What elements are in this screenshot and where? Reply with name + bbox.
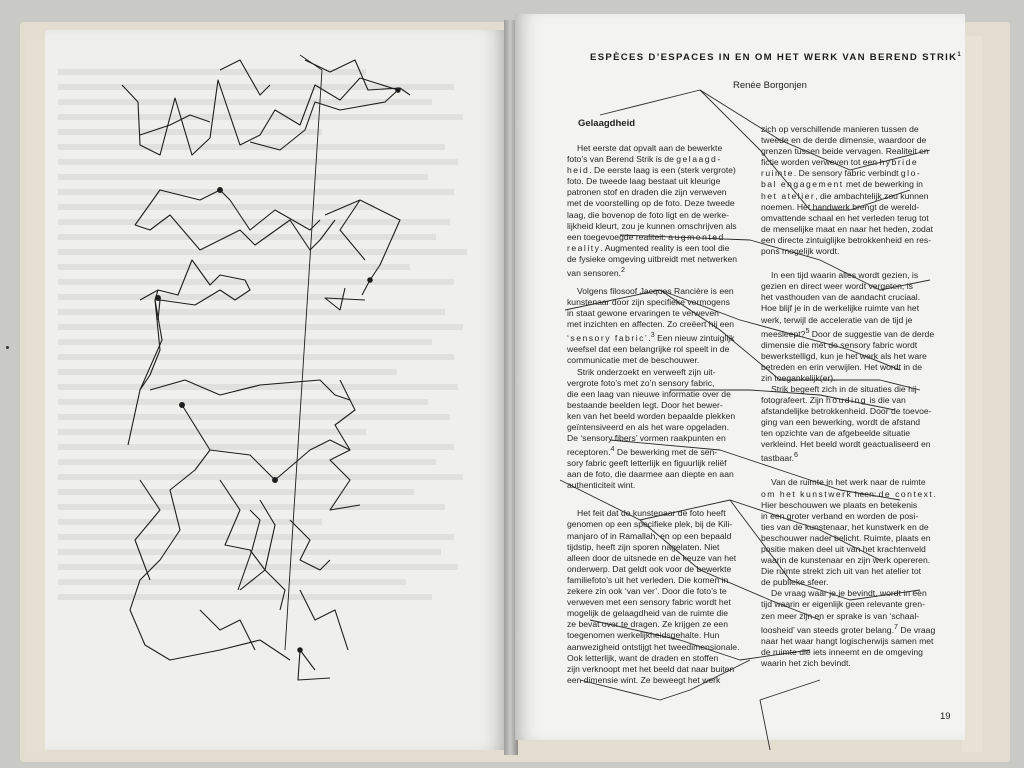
text-line: pons mogelijk wordt.: [761, 246, 840, 257]
running-head: [590, 52, 963, 64]
text-line: sory fabric geeft letterlijk en figuurlijk reliëf: [567, 458, 727, 469]
emphasis-word: glo-: [900, 168, 922, 179]
text-line: .: [933, 488, 936, 499]
text-line: bewerkstelligd, kun je het werk als het ware: [761, 350, 927, 361]
text-line: kunstenaar door zijn specifieke vermogens: [567, 297, 730, 308]
text-line: receptoren.: [567, 447, 611, 458]
running-head-title: IN EN OM HET WERK VAN BEREND STRIK: [714, 52, 958, 64]
paragraph: [567, 286, 755, 367]
text-line: ties van de kunstenaar, het kunstwerk en de: [761, 521, 929, 532]
text-line: .: [648, 333, 651, 344]
text-line: Hoe blijf je in de werkelijke ruimte van het: [761, 303, 920, 314]
text-line: ken van het beeld worden bepaalde plekken: [567, 410, 736, 421]
text-line: communicatie met de beschouwer.: [567, 355, 700, 366]
text-line: met de voorstelling op de foto. Deze tweede: [567, 198, 735, 209]
text-line: Die ruimte strekt zich uit van het atelier tot: [761, 566, 922, 577]
text-line: is die van: [867, 395, 906, 406]
text-line: familiefoto’s uit het verleden. Die komen in: [567, 574, 729, 585]
emphasis-word: heid: [567, 165, 590, 176]
paragraph: [567, 508, 755, 686]
footnote-ref: 3: [650, 331, 655, 340]
text-line: bestaande beelden legt. Door het bewer-: [567, 399, 723, 410]
text-line: loosheid’ van steeds groter belang.: [761, 624, 894, 635]
running-head-prefix: ESPÈCES D’ESPACES: [590, 52, 715, 64]
emphasis-word: augmented: [668, 231, 725, 242]
text-line: alleen door de uitsnede en de keuze van het: [567, 552, 737, 563]
text-line: Van de ruimte in het werk naar de ruimte: [771, 477, 926, 488]
text-line: dimensie die met de sensory fabric wordt: [761, 339, 918, 350]
text-line: Strik onderzoekt en verweeft zijn uit-: [577, 366, 716, 377]
footnote-ref: 1: [957, 52, 963, 58]
text-line: een directe zintuiglijke betrokkenheid en res-: [761, 234, 932, 245]
text-line: Volgens filosoof Jacques Rancière is een: [577, 285, 734, 296]
text-line: waarin de kunstenaar en zijn werk opereren.: [761, 555, 931, 566]
author-name: Renée Borgonjen: [733, 80, 807, 91]
emphasis-word: de context: [878, 488, 934, 499]
text-line: het vasthouden van de aandacht cruciaal.: [761, 292, 921, 303]
text-line: noemen. Het handwerk brengt de wereld-: [761, 201, 920, 212]
text-line: Door de suggestie van de derde: [809, 328, 935, 339]
text-line: zin toegankelijk(er).: [761, 372, 836, 383]
text-line: zijn verknoopt met het beeld dat naar buiten: [567, 663, 735, 674]
text-line: toegenomen werkelijkheidsgehalte. Hun: [567, 630, 720, 641]
text-line: tijd waarin er eigenlijk geen relevante gren-: [761, 599, 925, 610]
text-line: . Augmented reality is een tool die: [600, 242, 730, 253]
text-line: Ook letterlijk, want de draden en stoffen: [567, 652, 719, 663]
text-line: mogelijk de gelaagdheid van de ruimte die: [567, 608, 728, 619]
text-line: fictie worden verweven tot een: [761, 157, 880, 168]
right-page-edges: [962, 36, 982, 752]
text-line: ten opzichte van de afgebeelde situatie: [761, 428, 911, 439]
text-line: de ruimte die iets inneemt en de omgeving: [761, 646, 923, 657]
page-number: 19: [940, 711, 951, 722]
text-line: De vraag: [897, 624, 936, 635]
text-line: grenzen tussen beide vervagen. Realiteit en: [761, 146, 929, 157]
text-line: Het eerste dat opvalt aan de bewerkte: [577, 143, 723, 153]
paragraph: [567, 367, 755, 492]
paragraph: [761, 124, 951, 257]
text-line: waarin het zich bevindt.: [761, 657, 851, 668]
text-line: geïntensiveerd en als het ware opgeladen.: [567, 421, 729, 432]
text-line: positie maken deel uit van het krachtenveld: [761, 544, 926, 554]
text-line: foto. De tweede laag bestaat uit kleurige: [567, 176, 721, 187]
text-line: De bewerking met de sen-: [614, 447, 718, 458]
text-line: verweven met een sensory fabric wordt het: [567, 597, 731, 608]
text-line: weefsel dat een belangrijke rol speelt in de: [567, 344, 730, 355]
text-line: ging van een bewerking, wordt de afstand: [761, 417, 921, 428]
text-line: ze bevat over te dragen. Ze krijgen ze een: [567, 619, 728, 630]
text-line: De ‘sensory fibers’ vormen raakpunten en: [567, 433, 726, 444]
text-line: aanwezigheid ontstijgt het tweedimensionale.: [567, 641, 740, 652]
paragraph: [761, 477, 951, 588]
text-line: in een groter verband en worden de posi-: [761, 510, 919, 521]
text-line: authenticiteit wint.: [567, 480, 636, 491]
text-line: foto’s van Berend Strik is de: [567, 154, 677, 165]
text-line: Hier beschouwen we plaats en betekenis: [761, 499, 918, 510]
text-line: tweede en de derde dimensie, waardoor de: [761, 135, 927, 146]
text-line: zen meer zijn en er sprake is van ‘schaal-: [761, 610, 920, 621]
text-line: de publieke sfeer.: [761, 577, 829, 588]
footnote-ref: 4: [610, 445, 615, 454]
emphasis-word: ruimte: [761, 168, 794, 179]
text-line: in staat gewone ervaringen te verweven: [567, 308, 719, 319]
emphasis-word: reality: [567, 242, 601, 253]
text-line: , die ambachtelijk zou kunnen: [815, 190, 929, 201]
emphasis-word: hybride: [879, 157, 919, 168]
text-line: een toegevoegde realiteit:: [567, 231, 669, 242]
paragraph: [761, 384, 951, 465]
text-line: naar het waar hangt logischerwijs samen met: [761, 635, 934, 646]
emphasis-word: bal engagement: [761, 179, 844, 190]
text-line: een dimensie wint. Ze beweegt het werk: [567, 674, 721, 685]
footnote-ref: 2: [620, 266, 625, 275]
text-line: Het feit dat de kunstenaar de foto heeft: [577, 508, 726, 519]
paragraph: [761, 588, 951, 669]
section-heading: Gelaagdheid: [578, 118, 636, 129]
text-line: Strik begeeft zich in de situaties die hij: [771, 383, 917, 394]
text-line: omvattende schaal en het verleden terug tot: [761, 212, 929, 223]
footnote-ref: 6: [793, 451, 798, 460]
paragraph: [761, 270, 951, 384]
text-line: aan de foto, die daarmee aan diepte en aan: [567, 469, 734, 480]
text-line: zich op verschillende manieren tussen de: [761, 124, 919, 134]
text-line: In een tijd waarin alles wordt gezien, is: [771, 270, 919, 281]
text-line: meesleept?: [761, 328, 806, 339]
text-column-right: [761, 124, 951, 669]
text-line: fotografeert. Zijn: [761, 395, 826, 406]
emphasis-word: ‘sensory fabric’: [567, 333, 649, 344]
text-line: van sensoren.: [567, 267, 621, 278]
text-line: heen:: [852, 488, 879, 499]
text-line: patronen stof en draden die zijn verweven: [567, 187, 727, 198]
text-line: manjaro of in Ramallah, en op een bepaald: [567, 530, 732, 541]
text-line: gezien en direct weer wordt vergeten, is: [761, 281, 913, 292]
text-line: lijkheid kleurt, zou je kunnen omschrijven als: [567, 220, 737, 231]
text-line: . De sensory fabric verbindt: [793, 168, 901, 179]
text-line: vergrote foto’s met zo’n sensory fabric,: [567, 377, 715, 388]
footnote-ref: 5: [805, 326, 810, 335]
table-mark: [6, 346, 9, 349]
text-line: genomen op een specifieke plek, bij de Kili-: [567, 519, 733, 530]
text-line: de menselijke maat en naar het heden, zodat: [761, 223, 933, 234]
text-line: Een nieuw zintuiglijk: [654, 333, 735, 344]
emphasis-word: gelaagd-: [676, 154, 722, 165]
emphasis-word: het atelier: [761, 190, 816, 201]
paragraph: [567, 143, 755, 279]
footnote-ref: 7: [893, 622, 898, 631]
text-line: met de bewerking in: [843, 179, 923, 190]
text-line: zekere zin ook ‘van ver’. Door die foto’s te: [567, 586, 727, 597]
text-line: beschouwer nader belicht. Ruimte, plaats en: [761, 532, 931, 543]
emphasis-word: om het kunstwerk: [761, 488, 853, 499]
text-line: tijdstip, heeft zijn sporen nagelaten. Niet: [567, 541, 720, 552]
text-line: laag, die bovenop de foto ligt en de werke-: [567, 209, 729, 220]
text-line: met inzichten en affecten. Zo creëert hij een: [567, 319, 735, 330]
text-line: . De eerste laag is een (sterk vergrote): [589, 165, 736, 176]
text-column-left: [567, 143, 755, 686]
text-line: die een laag van nieuwe informatie over de: [567, 388, 731, 399]
text-line: betreden en erin verwijlen. Het wordt in de: [761, 361, 922, 372]
thread-drawing: [100, 50, 490, 690]
text-line: De vraag waar je je bevindt, wordt in een: [771, 588, 927, 599]
text-line: de fysieke omgeving uitbreidt met netwerken: [567, 253, 738, 264]
text-line: tastbaar.: [761, 453, 794, 464]
text-line: verkleind. Het beeld wordt geactualiseerd en: [761, 439, 931, 450]
text-line: onderwerp. Dat geldt ook voor de bewerkte: [567, 563, 732, 574]
text-line: afstandelijke betrokkenheid. Door de toevoe-: [761, 406, 932, 417]
emphasis-word: houding: [825, 395, 868, 406]
text-line: werk, terwijl de acceleratie van de tijd je: [761, 314, 913, 325]
